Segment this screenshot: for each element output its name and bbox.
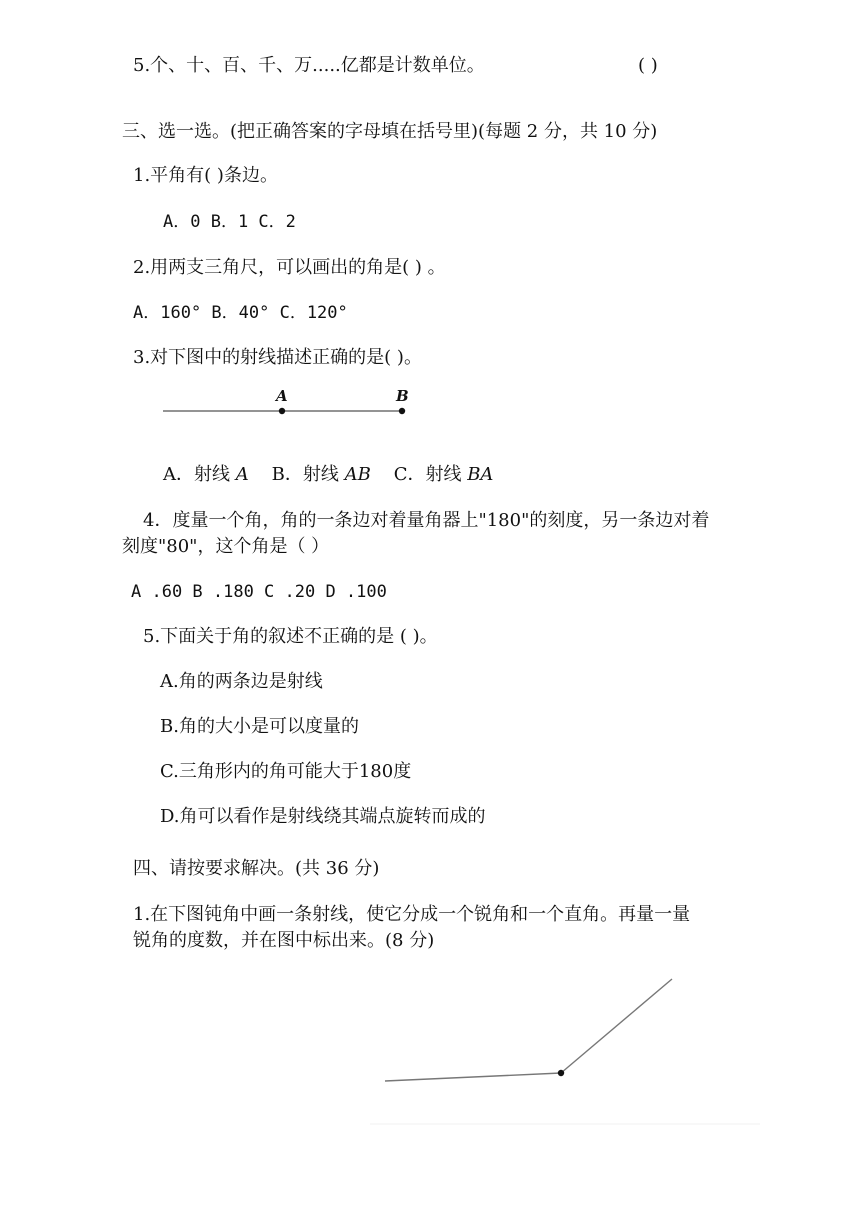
q1-stem: 1.平角有( )条边。 bbox=[133, 165, 278, 186]
point-a-dot bbox=[279, 408, 285, 414]
q5-option-b: B.角的大小是可以度量的 bbox=[160, 716, 359, 737]
q3-option-a-var: A bbox=[235, 464, 249, 485]
q4-options: A .60 B .180 C .20 D .100 bbox=[131, 582, 387, 602]
angle-side-right bbox=[561, 979, 672, 1073]
q4-stem-line-2: 刻度"80"，这个角是（ ） bbox=[122, 536, 330, 557]
q2-options: A．160° B．40° C．120° bbox=[133, 303, 348, 323]
angle-vertex-dot bbox=[558, 1070, 564, 1076]
q1-options: A．0 B．1 C．2 bbox=[163, 212, 296, 232]
q3-options bbox=[163, 463, 493, 487]
point-a-label: A bbox=[276, 387, 288, 405]
q3-stem: 3.对下图中的射线描述正确的是( )。 bbox=[133, 347, 422, 368]
tf-item-5: 5.个、十、百、千、万.....亿都是计数单位。 bbox=[133, 55, 485, 76]
q3-option-b-var: AB bbox=[344, 464, 371, 485]
q5-option-a: A.角的两条边是射线 bbox=[160, 671, 323, 692]
q5-option-d: D.角可以看作是射线绕其端点旋转而成的 bbox=[160, 806, 486, 827]
q2-stem: 2.用两支三角尺，可以画出的角是( ) 。 bbox=[133, 257, 446, 278]
q3-option-b-prefix: B．射线 bbox=[271, 464, 345, 485]
q5-option-c: C.三角形内的角可能大于180度 bbox=[160, 761, 412, 782]
q3-option-c-prefix: C．射线 bbox=[393, 464, 468, 485]
point-b-dot bbox=[399, 408, 405, 414]
section-4-title: 四、请按要求解决。(共 36 分) bbox=[133, 858, 380, 879]
s4-q1-line-1: 1.在下图钝角中画一条射线，使它分成一个锐角和一个直角。再量一量 bbox=[133, 904, 691, 925]
section-3-title: 三、选一选。(把正确答案的字母填在括号里)(每题 2 分，共 10 分) bbox=[122, 121, 658, 142]
s4-q1-line-2: 锐角的度数，并在图中标出来。(8 分) bbox=[133, 930, 435, 951]
q3-option-c-var: BA bbox=[467, 464, 494, 485]
q5-stem: 5.下面关于角的叙述不正确的是 ( )。 bbox=[143, 626, 438, 647]
answer-parentheses[interactable]: ( ) bbox=[638, 55, 658, 76]
angle-side-left bbox=[385, 1073, 561, 1081]
q3-option-a-prefix: A．射线 bbox=[163, 464, 236, 485]
point-b-label: B bbox=[396, 387, 409, 405]
q4-stem-line-1: 4．度量一个角，角的一条边对着量角器上"180"的刻度，另一条边对着 bbox=[143, 510, 710, 531]
